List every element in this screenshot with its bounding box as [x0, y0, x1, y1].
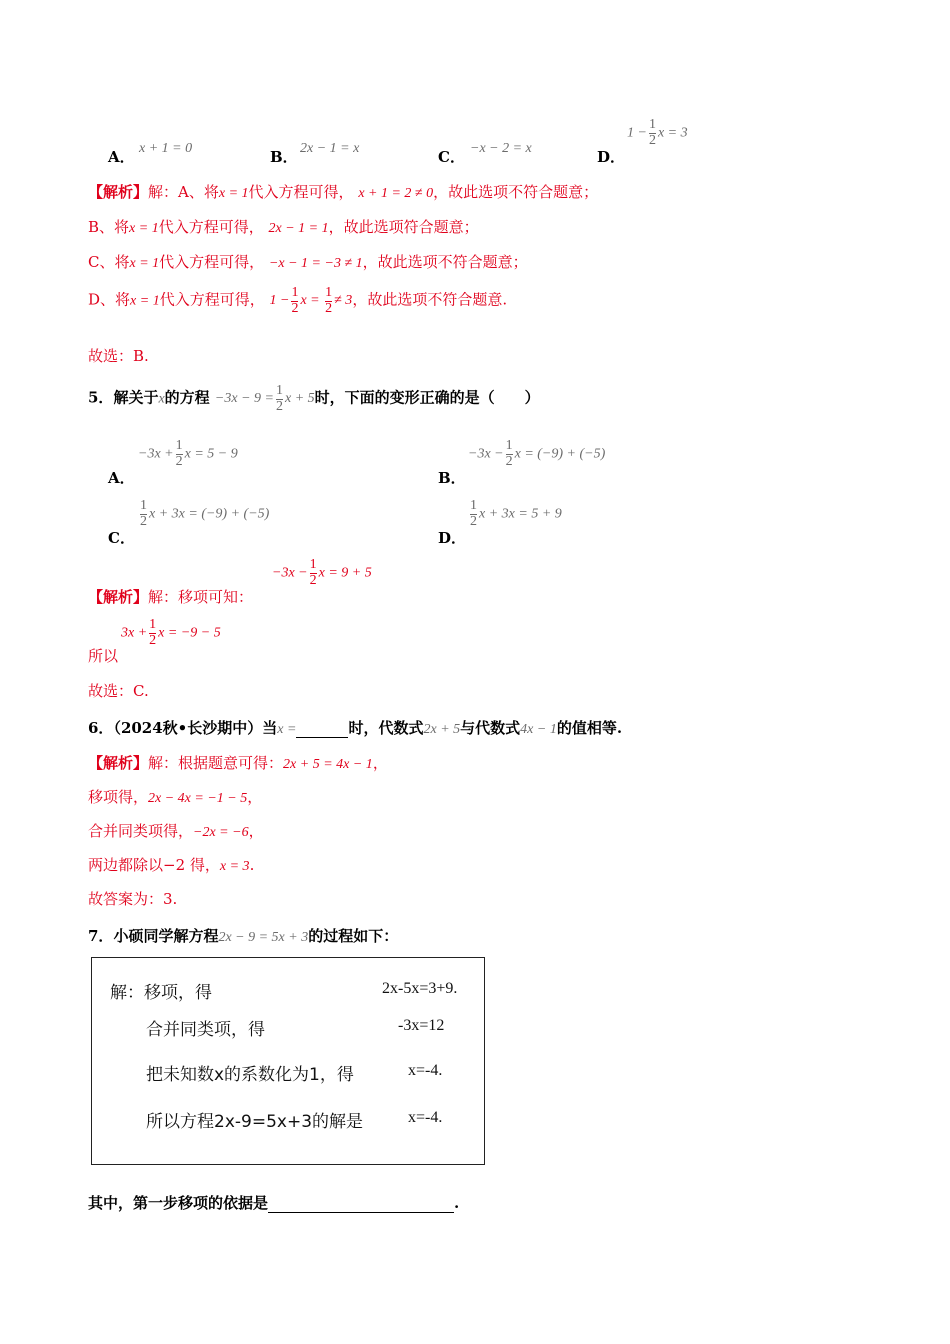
- q5-stem: 5．解关于x的方程 −3x − 9 = $\frac{1}{2}$ x + 5时，下面的变形正确的是（ ）: [88, 383, 540, 414]
- q4-option-a-letter: A．: [108, 148, 135, 166]
- q5-option-a-expr: −3x + $\frac{1}{2}$ x = 5 − 9: [138, 438, 238, 469]
- q5-option-c-expr: $\frac{1}{2}$ x + 3x = (−9) + (−5): [140, 498, 270, 529]
- q6-answer: 故答案为：3.: [88, 890, 178, 908]
- q7-question: 其中，第一步移项的依据是 .: [88, 1194, 460, 1212]
- q6-stem: 6．（2024秋•长沙期中）当x = 时，代数式2x + 5与代数式4x − 1的值相等.: [88, 719, 623, 737]
- q5-analysis-eq1: −3x − $\frac{1}{2}$ x = 9 + 5: [272, 557, 372, 588]
- q4-option-b-expr: 2x − 1 = x: [300, 141, 360, 156]
- q4-option-d-expr: 1 − $\frac{1}{2}$ x = 3: [627, 117, 688, 148]
- q6-analysis-line1: 【解析】解：根据题意可得：2x + 5 = 4x − 1，: [88, 754, 388, 772]
- q5-analysis-eq2: 3x + $\frac{1}{2}$ x = −9 − 5: [121, 617, 221, 648]
- q4-analysis-line-a: 【解析】解：A、将x = 1代入方程可得， x + 1 = 2 ≠ 0，故此选项不符合题意；: [88, 183, 599, 201]
- q4-option-a-expr: x + 1 = 0: [139, 141, 193, 156]
- q4-analysis-line-c: C、将x = 1代入方程可得， −x − 1 = −3 ≠ 1，故此选项不符合题意；: [88, 253, 528, 271]
- q4-option-d-letter: D．: [597, 148, 626, 166]
- q5-option-b-expr: −3x − $\frac{1}{2}$ x = (−9) + (−5): [468, 438, 606, 469]
- q5-option-a-letter: A．: [108, 469, 135, 487]
- q5-analysis-label: 【解析】解：移项可知：: [88, 588, 254, 606]
- box-eq-3: x=-4.: [408, 1062, 443, 1079]
- box-line-4: 所以方程2x-9=5x+3的解是: [146, 1112, 364, 1132]
- q5-answer: 故选：C.: [88, 682, 149, 700]
- q5-option-c-letter: C．: [108, 529, 135, 547]
- q6-analysis-line4: 两边都除以−2 得，x = 3.: [88, 856, 255, 874]
- q4-option-c-expr: −x − 2 = x: [470, 141, 532, 156]
- box-eq-1: 2x-5x=3+9.: [382, 980, 458, 997]
- q6-analysis-line2: 移项得，2x − 4x = −1 − 5，: [88, 788, 263, 806]
- box-line-3: 把未知数x的系数化为1，得: [146, 1065, 354, 1085]
- q6-analysis-line3: 合并同类项得，−2x = −6，: [88, 822, 264, 840]
- q7-solution-box: [91, 957, 485, 1165]
- q7-stem: 7．小硕同学解方程2x − 9 = 5x + 3的过程如下：: [88, 927, 399, 945]
- q5-equation: −3x − 9 = $\frac{1}{2}$ x + 5: [214, 383, 315, 414]
- q4-option-c-letter: C．: [438, 148, 465, 166]
- q4-analysis-line-b: B、将x = 1代入方程可得， 2x − 1 = 1，故此选项符合题意；: [88, 218, 479, 236]
- q4-answer: 故选：B.: [88, 347, 149, 365]
- q5-option-d-expr: $\frac{1}{2}$ x + 3x = 5 + 9: [470, 498, 562, 529]
- q5-option-d-letter: D．: [438, 529, 467, 547]
- q4-d-equation: 1 − $\frac{1}{2}$ x = $\frac{1}{2}$ ≠ 3: [269, 285, 353, 316]
- q5-analysis-so: 所以: [88, 647, 119, 665]
- box-line-1: 解：移项，得: [110, 983, 212, 1003]
- box-eq-4: x=-4.: [408, 1109, 443, 1126]
- q6-answer-blank[interactable]: [296, 722, 348, 738]
- q4-analysis-line-d: D、将x = 1代入方程可得， 1 − $\frac{1}{2}$ x = $\frac{1}{2}$ ≠ 3，故此选项不符合题意.: [88, 285, 508, 316]
- box-line-2: 合并同类项，得: [146, 1020, 265, 1040]
- q5-option-b-letter: B．: [438, 469, 466, 487]
- q4-option-b-letter: B．: [270, 148, 298, 166]
- box-eq-2: -3x=12: [398, 1017, 445, 1034]
- q7-answer-blank[interactable]: [268, 1197, 454, 1213]
